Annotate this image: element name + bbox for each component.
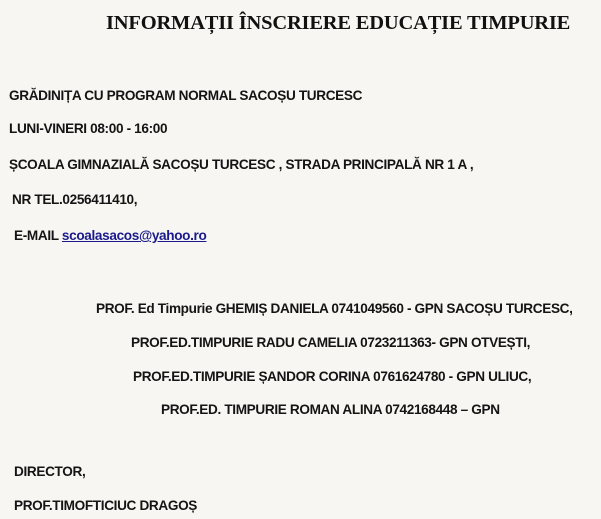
email-line <box>14 228 206 243</box>
teacher-entry: PROF. Ed Timpurie GHEMIȘ DANIELA 0741049560 - GPN SACOȘU TURCESC, <box>96 301 573 316</box>
email-label: E-MAIL <box>14 228 59 243</box>
document-title: INFORMAȚII ÎNSCRIERE EDUCAȚIE TIMPURIE <box>106 12 571 34</box>
teacher-entry: PROF.ED. TIMPURIE ROMAN ALINA 0742168448 – GPN <box>161 402 500 417</box>
teacher-entry: PROF.ED.TIMPURIE RADU CAMELIA 0723211363- GPN OTVEȘTI, <box>131 335 531 350</box>
school-address: ȘCOALA GIMNAZIALĂ SACOȘU TURCESC , STRADA PRINCIPALĂ NR 1 A , <box>9 157 474 172</box>
schedule: LUNI-VINERI 08:00 - 16:00 <box>9 121 168 136</box>
phone-number: NR TEL.0256411410, <box>12 192 138 207</box>
teacher-entry: PROF.ED.TIMPURIE ȘANDOR CORINA 0761624780 - GPN ULIUC, <box>133 369 532 384</box>
director-name: PROF.TIMOFTICIUC DRAGOȘ <box>14 498 198 513</box>
email-link[interactable]: scoalasacos@yahoo.ro <box>61 228 207 243</box>
kindergarten-name: GRĂDINIȚA CU PROGRAM NORMAL SACOȘU TURCESC <box>9 88 363 103</box>
director-label: DIRECTOR, <box>14 464 86 479</box>
